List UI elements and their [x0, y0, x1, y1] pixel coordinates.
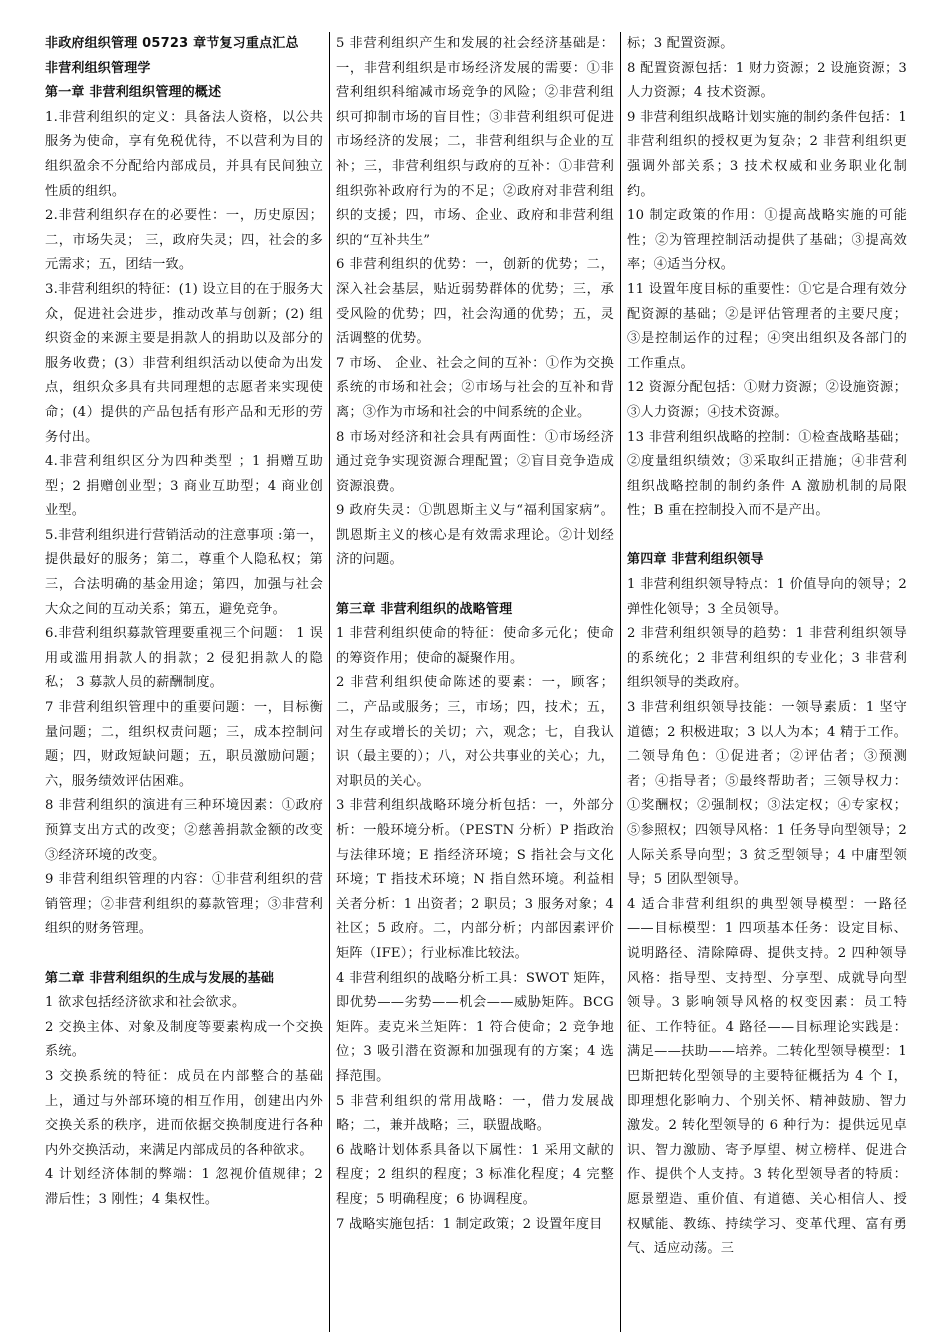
section-heading: 第四章 非营利组织领导: [627, 552, 764, 568]
section-heading: 非营利组织管理学: [45, 60, 151, 76]
paragraph: 2 交换主体、对象及制度等要素构成一个交换系统。: [45, 1019, 323, 1060]
blank-line: [627, 524, 907, 549]
paragraph: 12 资源分配包括：①财力资源；②设施资源；③人力资源；④技术资源。: [627, 380, 907, 420]
paragraph: 2 非营利组织使命陈述的要素：一，顾客；二，产品或服务；三，市场；四，技术；五，对生存或增长的关切；六，观念；七，自我认识（最主要的）；八，对公共事业的关心；九，对职员的关心。: [336, 675, 614, 789]
paragraph: 8 市场对经济和社会具有两面性：①市场经济通过竞争实现资源合理配置；②盲目竞争造成资源浪费。: [336, 429, 614, 494]
paragraph: 11 设置年度目标的重要性：①它是合理有效分配资源的基础；②是评估管理者的主要尺度；③是控制运作的过程；④突出组织及各部门的工作重点。: [627, 281, 907, 371]
paragraph: 6 战略计划体系具备以下属性：1 采用文献的程度；2 组织的程度；3 标准化程度；4 完整程度；5 明确程度；6 协调程度。: [336, 1142, 614, 1207]
paragraph: 3 非营利组织战略环境分析包括：一，外部分析：一般环境分析。（PESTN 分析）P 指政治与法律环境；E 指经济环境；S 指社会与文化环境；T 指技术环境；N 指自然环境。利益相关者分析：1 出资者；2 职员；3 服务对象；4 社区；5 政府。二，内部分析；内部因素评价矩阵（IFE）；行业标准比较法。: [336, 798, 614, 961]
paragraph: 1 非营利组织领导特点：1 价值导向的领导；2 弹性化领导；3 全员领导。: [627, 577, 907, 617]
section-heading: 非政府组织管理 05723 章节复习重点汇总: [45, 36, 299, 51]
paragraph: 5.非营利组织进行营销活动的注意事项 :第一，提供最好的服务；第二，尊重个人隐私权；第三，合法明确的基金用途；第四，加强与社会大众之间的互动关系；第五，避免竞争。: [45, 527, 323, 617]
paragraph: 7 市场、 企业、社会之间的互补：①作为交换系统的市场和社会；②市场与社会的互补和背离；③作为市场和社会的中间系统的企业。: [336, 355, 614, 420]
paragraph: 6.非营利组织募款管理要重视三个问题： 1 误用或滥用捐款人的捐款；2 侵犯捐款人的隐私； 3 募款人员的薪酬制度。: [45, 626, 323, 691]
paragraph: 1 欲求包括经济欲求和社会欲求。: [45, 995, 246, 1011]
paragraph: 3 非营利组织领导技能：一领导素质：1 坚守道德；2 积极进取；3 以人为本；4 精于工作。二领导角色：①促进者；②评估者；③预测者；④指导者；⑤最终帮助者；三领导权力：①奖酬权；②强制权；③法定权；④专家权；⑤参照权；四领导风格：1 任务导向型领导；2 人际关系导向型；3 贫乏型领导；4 中庸型领导；5 团队型领导。: [627, 700, 907, 888]
text-column-1: [41, 32, 329, 1332]
paragraph: 2 非营利组织领导的趋势：1 非营利组织领导的系统化；2 非营利组织的专业化；3 非营利组织领导的类政府。: [627, 626, 907, 691]
text-column-2: [330, 32, 620, 1332]
section-heading: 第三章 非营利组织的战略管理: [336, 601, 513, 617]
blank-line: [336, 573, 614, 598]
paragraph: 6 非营利组织的优势：一，创新的优势；二，深入社会基层，贴近弱势群体的优势；三，承受风险的优势；四，社会沟通的优势；五，灵活调整的优势。: [336, 257, 614, 347]
section-heading: 第一章 非营利组织管理的概述: [45, 85, 222, 101]
paragraph: 7 战略实施包括：1 制定政策；2 设置年度目: [336, 1216, 603, 1232]
paragraph: 7 非营利组织管理中的重要问题：一，目标衡量问题；二，组织权责问题；三，成本控制问题；四，财政短缺问题；五，职员激励问题；六，服务绩效评估困难。: [45, 700, 323, 789]
paragraph: 10 制定政策的作用：①提高战略实施的可能性；②为管理控制活动提供了基础；③提高效率；④适当分权。: [627, 208, 907, 273]
paragraph: 9 非营利组织管理的内容：①非营利组织的营销管理；②非营利组织的募款管理；③非营利组织的财务管理。: [45, 872, 323, 937]
paragraph: 3 交换系统的特征：成员在内部整合的基础上，通过与外部环境的相互作用，创建出内外交换关系的秩序，进而依据交换制度进行各种内外交换活动，来满足内部成员的各种欲求。: [45, 1068, 323, 1158]
paragraph: 9 非营利组织战略计划实施的制约条件包括：1 非营利组织的授权更为复杂；2 非营利组织更强调外部关系；3 技术权威和业务职业化制约。: [627, 109, 907, 199]
paragraph: 5 非营利组织的常用战略：一，借力发展战略；二，兼并战略；三，联盟战略。: [336, 1093, 614, 1134]
paragraph: 4 非营利组织的战略分析工具：SWOT 矩阵，即优势——劣势——机会——威胁矩阵。BCG 矩阵。麦克米兰矩阵：1 符合使命；2 竞争地位；3 吸引潜在资源和加强现有的方案；4 选择范围。: [336, 970, 614, 1084]
paragraph: 4.非营利组织区分为四种类型 ；1 捐赠互助型；2 捐赠创业型；3 商业互助型；4 商业创业型。: [45, 454, 323, 519]
paragraph: 3.非营利组织的特征：(1) 设立目的在于服务大众，促进社会进步，推动改革与创新；(2) 组织资金的来源主要是捐款人的捐助以及部分的服务收费；(3）非营利组织活动以使命为出发点，组织众多具有共同理想的志愿者来实现使命；(4）提供的产品包括有形产品和无形的劳务付出。: [45, 281, 323, 445]
paragraph: 标；3 配置资源。: [627, 36, 734, 51]
paragraph: 2.非营利组织存在的必要性：一，历史原因；二，市场失灵； 三，政府失灵；四，社会的多元需求；五，团结一致。: [45, 208, 323, 273]
paragraph: 8 配置资源包括：1 财力资源；2 设施资源；3 人力资源；4 技术资源。: [627, 60, 907, 101]
paragraph: 13 非营利组织战略的控制：①检查战略基础；②度量组织绩效；③采取纠正措施；④非营利组织战略控制的制约条件 A 激励机制的局限性；B 重在控制投入而不是产出。: [627, 429, 907, 519]
paragraph: 8 非营利组织的演进有三种环境因素：①政府预算支出方式的改变；②慈善捐款金额的改变③经济环境的改变。: [45, 798, 323, 863]
paragraph: 4 适合非营利组织的典型领导模型：一路径——目标模型：1 四项基本任务：设定目标、说明路径、清除障碍、提供支持。2 四种领导风格：指导型、支持型、分享型、成就导向型领导。3 影响领导风格的权变因素：员工特征、工作特征。4 路径——目标理论实践是：满足——扶助——培养。二转化型领导模型：1 巴斯把转化型领导的主要特征概括为 4 个 I，即理想化影响力、个别关怀、精神鼓励、智力激发。2 转化型领导的 6 种行为：提供远见卓识、智力激励、寄予厚望、树立榜样、促进合作、提供个人支持。3 转化型领导者的特质：愿景塑造、重价值、有道德、关心相信人、授权赋能、教练、持续学习、变革代理、富有勇气、适应动荡。三: [627, 896, 907, 1257]
paragraph: 9 政府失灵：①凯恩斯主义与“福利国家病”。凯恩斯主义的核心是有效需求理论。②计划经济的问题。: [336, 503, 614, 568]
section-heading: 第二章 非营利组织的生成与发展的基础: [45, 970, 275, 986]
text-column-3: [621, 32, 911, 1332]
paragraph: 1.非营利组织的定义：具备法人资格，以公共服务为使命，享有免税优待，不以营利为目的组织盈余不分配给内部成员，并具有民间独立性质的组织。: [45, 109, 323, 199]
paragraph: 5 非营利组织产生和发展的社会经济基础是：一，非营利组织是市场经济发展的需要：①非营利组织科缩减市场竞争的风险；②非营利组织可抑制市场的盲目性；③非营利组织可促进市场经济的发展；二，非营利组织与企业的互补；三，非营利组织与政府的互补：①非营利组织弥补政府行为的不足；②政府对非营利组织的支援；四，市场、企业、政府和非营利组织的“互补共生”: [336, 36, 614, 248]
paragraph: 1 非营利组织使命的特征：使命多元化；使命的筹资作用；使命的凝聚作用。: [336, 626, 614, 666]
blank-line: [45, 942, 323, 967]
paragraph: 4 计划经济体制的弊端：1 忽视价值规律；2 滞后性；3 刚性；4 集权性。: [45, 1167, 323, 1207]
document-page: [41, 32, 913, 1332]
